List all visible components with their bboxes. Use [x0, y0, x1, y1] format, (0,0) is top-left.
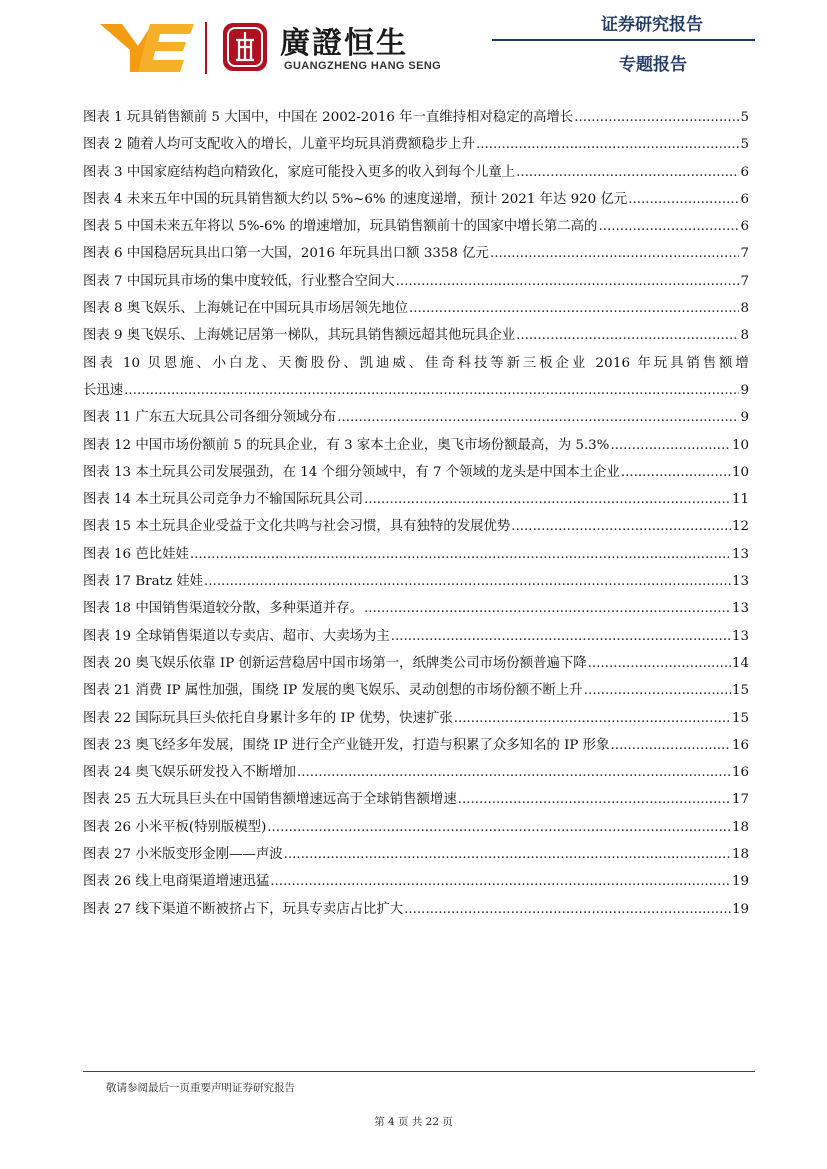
figure-entry[interactable]	[83, 268, 749, 295]
leader-dots	[391, 623, 731, 650]
figure-page: 6	[740, 191, 749, 207]
figure-title: 图表 5 中国未来五年将以 5%-6% 的增速增加，玩具销售额前十的国家中增长第二高的	[83, 219, 598, 235]
figure-page: 7	[740, 246, 749, 262]
figure-title: 图表 8 奥飞娱乐、上海姚记在中国玩具市场居领先地位	[83, 301, 409, 317]
figure-page: 12	[731, 519, 749, 535]
leader-dots	[454, 705, 731, 732]
figure-entry[interactable]	[83, 705, 749, 732]
figure-entry[interactable]	[83, 432, 749, 459]
figure-title: 图表 23 奥飞经多年发展，围绕 IP 进行全产业链开发，打造与积累了众多知名的 IP 形象	[83, 737, 610, 753]
figure-entry[interactable]	[83, 568, 749, 595]
leader-dots	[124, 377, 739, 404]
figure-page: 16	[731, 737, 749, 753]
leader-dots	[490, 240, 740, 267]
figure-entry[interactable]	[83, 240, 749, 267]
report-subtype: 专题报告	[619, 55, 687, 75]
figure-title: 图表 2 随着人均可支配收入的增长，儿童平均玩具消费额稳步上升	[83, 137, 475, 153]
figure-title-cont: 长迅速	[83, 382, 124, 398]
leader-dots	[364, 486, 731, 513]
figure-title: 图表 3 中国家庭结构趋向精致化，家庭可能投入更多的收入到每个儿童上	[83, 164, 516, 180]
figure-entry[interactable]	[83, 677, 749, 704]
figure-entry[interactable]	[83, 841, 749, 868]
figure-page: 11	[731, 492, 749, 508]
figure-title: 图表 12 中国市场份额前 5 的玩具企业，有 3 家本土企业，奥飞市场份额最高，为 5.3%	[83, 437, 610, 453]
figure-title: 图表 27 线下渠道不断被挤占下，玩具专卖店占比扩大	[83, 901, 404, 917]
figure-list	[83, 104, 749, 923]
figure-entry[interactable]	[83, 732, 749, 759]
figure-page: 13	[731, 546, 749, 562]
figure-entry[interactable]	[83, 459, 749, 486]
header-divider	[492, 39, 755, 41]
leader-dots	[270, 868, 731, 895]
leader-dots	[598, 213, 739, 240]
leader-dots	[297, 759, 731, 786]
figure-entry-line2[interactable]	[83, 377, 749, 404]
figure-entry[interactable]	[83, 322, 749, 349]
figure-title: 图表 11 广东五大玩具公司各细分领域分布	[83, 410, 337, 426]
figure-page: 13	[731, 628, 749, 644]
leader-dots	[516, 159, 739, 186]
figure-title: 图表 6 中国稳居玩具出口第一大国，2016 年玩具出口额 3358 亿元	[83, 246, 489, 262]
leader-dots	[267, 814, 731, 841]
figure-title: 图表 9 奥飞娱乐、上海姚记居第一梯队，其玩具销售额远超其他玩具企业	[83, 328, 516, 344]
leader-dots	[584, 677, 731, 704]
figure-page: 15	[731, 710, 749, 726]
figure-entry[interactable]	[83, 759, 749, 786]
page-indicator: 第 4 页 共 22 页	[374, 1116, 453, 1128]
figure-title: 图表 26 小米平板(特别版模型)	[83, 819, 267, 835]
leader-dots	[204, 568, 731, 595]
figure-entry[interactable]	[83, 104, 749, 131]
leader-dots	[610, 732, 730, 759]
leader-dots	[409, 295, 739, 322]
figure-title: 图表 19 全球销售渠道以专卖店、超市、大卖场为主	[83, 628, 390, 644]
figure-title: 图表 26 线上电商渠道增速迅猛	[83, 874, 270, 890]
figure-page: 10	[731, 464, 749, 480]
company-seal-icon	[220, 20, 270, 74]
figure-title: 图表 7 中国玩具市场的集中度较低，行业整合空间大	[83, 273, 395, 289]
figure-page: 13	[731, 601, 749, 617]
figure-entry[interactable]	[83, 541, 749, 568]
figure-title: 图表 27 小米版变形金刚——声波	[83, 847, 283, 863]
figure-title: 图表 20 奥飞娱乐依靠 IP 创新运营稳居中国市场第一，纸牌类公司市场份额普遍下降	[83, 655, 587, 671]
leader-dots	[364, 595, 731, 622]
figure-entry[interactable]	[83, 595, 749, 622]
figure-entry[interactable]	[83, 868, 749, 895]
leader-dots	[458, 786, 731, 813]
company-logo-icon	[100, 20, 195, 76]
figure-entry[interactable]	[83, 213, 749, 240]
figure-page: 8	[740, 328, 749, 344]
figure-title: 图表 13 本土玩具公司发展强劲，在 14 个细分领域中，有 7 个领域的龙头是中国本土企业	[83, 464, 620, 480]
leader-dots	[396, 268, 740, 295]
figure-title: 图表 17 Bratz 娃娃	[83, 574, 204, 590]
figure-page: 17	[731, 792, 749, 808]
figure-entry[interactable]	[83, 786, 749, 813]
figure-page: 7	[740, 273, 749, 289]
figure-title: 图表 10 贝恩施、小白龙、天衡股份、凯迪威、佳奇科技等新三板企业 2016 年玩具销售额增	[83, 355, 749, 371]
leader-dots	[284, 841, 731, 868]
figure-title: 图表 14 本土玩具公司竞争力不输国际玩具公司	[83, 492, 363, 508]
figure-page: 16	[731, 765, 749, 781]
figure-entry[interactable]	[83, 404, 749, 431]
figure-page: 6	[740, 219, 749, 235]
figure-entry[interactable]	[83, 513, 749, 540]
company-name-cn: 廣證恒生	[280, 26, 408, 61]
figure-title: 图表 4 未来五年中国的玩具销售额大约以 5%~6% 的速度递增，预计 2021 年达 920 亿元	[83, 191, 628, 207]
leader-dots	[476, 131, 740, 158]
figure-page: 9	[740, 382, 749, 398]
figure-entry[interactable]	[83, 623, 749, 650]
figure-page: 10	[731, 437, 749, 453]
figure-entry[interactable]	[83, 186, 749, 213]
figure-entry[interactable]	[83, 896, 749, 923]
figure-page: 15	[731, 683, 749, 699]
figure-title: 图表 24 奥飞娱乐研发投入不断增加	[83, 765, 297, 781]
figure-page: 9	[740, 410, 749, 426]
leader-dots	[574, 104, 739, 131]
figure-entry[interactable]	[83, 131, 749, 158]
figure-page: 5	[740, 110, 749, 125]
figure-page: 5	[740, 137, 749, 153]
figure-page: 18	[731, 819, 749, 835]
figure-title: 图表 25 五大玩具巨头在中国销售额增速远高于全球销售额增速	[83, 792, 457, 808]
logo-divider	[205, 22, 207, 74]
leader-dots	[511, 513, 731, 540]
figure-entry[interactable]	[83, 814, 749, 841]
figure-page: 19	[731, 901, 749, 917]
leader-dots	[588, 650, 731, 677]
figure-page: 19	[731, 874, 749, 890]
figure-entry-line1[interactable]	[83, 350, 749, 377]
figure-title: 图表 15 本土玩具企业受益于文化共鸣与社会习惯，具有独特的发展优势	[83, 519, 511, 535]
figure-entry[interactable]	[83, 295, 749, 322]
figure-title: 图表 22 国际玩具巨头依托自身累计多年的 IP 优势，快速扩张	[83, 710, 453, 726]
leader-dots	[621, 459, 731, 486]
figure-page: 18	[731, 847, 749, 863]
leader-dots	[190, 541, 731, 568]
leader-dots	[516, 322, 739, 349]
leader-dots	[404, 896, 731, 923]
figure-title: 图表 18 中国销售渠道较分散，多种渠道并存。	[83, 601, 363, 617]
figure-page: 13	[731, 574, 749, 590]
figure-title: 图表 21 消费 IP 属性加强，围绕 IP 发展的奥飞娱乐、灵动创想的市场份额不断上升	[83, 683, 583, 699]
leader-dots	[337, 404, 739, 431]
figure-page: 6	[740, 164, 749, 180]
leader-dots	[610, 432, 731, 459]
figure-title: 图表 16 芭比娃娃	[83, 546, 189, 562]
footer-divider	[83, 1071, 755, 1072]
footer-disclaimer: 敬请参阅最后一页重要声明证券研究报告	[106, 1082, 295, 1094]
figure-title: 图表 1 玩具销售额前 5 大国中，中国在 2002-2016 年一直维持相对稳定的高增长	[83, 110, 574, 125]
report-type: 证券研究报告	[601, 15, 703, 35]
figure-entry[interactable]	[83, 650, 749, 677]
company-name-en: GUANGZHENG HANG SENG	[284, 60, 442, 72]
leader-dots	[628, 186, 739, 213]
figure-page: 8	[740, 301, 749, 317]
figure-entry[interactable]	[83, 486, 749, 513]
figure-page: 14	[731, 655, 749, 671]
figure-entry[interactable]	[83, 159, 749, 186]
